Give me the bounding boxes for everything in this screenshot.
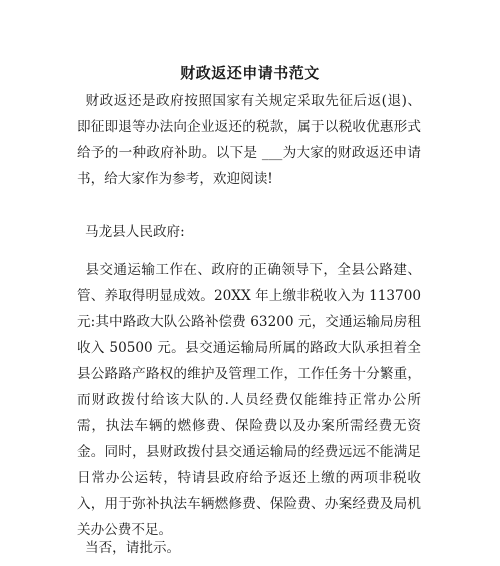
document-title: 财政返还申请书范文 [180, 64, 320, 82]
body-paragraph [77, 257, 421, 543]
salutation-paragraph [77, 219, 421, 245]
salutation-text: 马龙县人民政府: [85, 224, 185, 240]
intro-text: 财政返还是政府按照国家有关规定采取先征后返(退)、即征即退等办法向企业返还的税款，属于以税收优惠形式给予的一种政府补助。以下是 ___为大家的财政返还申请书，给大家作为参考，欢迎阅读! [77, 93, 421, 187]
closing-text: 当否，请批示。 [85, 540, 181, 556]
closing-paragraph [77, 535, 421, 561]
body-text: 县交通运输工作在、政府的正确领导下，全县公路建、管、养取得明显成效。20XX 年上缴非税收入为 113700 元:其中路政大队公路补偿费 63200 元，交通运输局房租收入 50500 元。县交通运输局所属的路政大队承担着全县公路路产路权的维护及管理工作，工作任务十分繁重，而财政拨付给该大队的.人员经费仅能维持正常办公所需，执法车辆的燃修费、保险费以及办案所需经费无资金。同时，县财政拨付县交通运输局的经费远远不能满足日常办公运转，特请县政府给予返还上缴的两项非税收入，用于弥补执法车辆燃修费、保险费、办案经费及局机关办公费不足。 [77, 262, 421, 538]
intro-paragraph [77, 88, 421, 192]
